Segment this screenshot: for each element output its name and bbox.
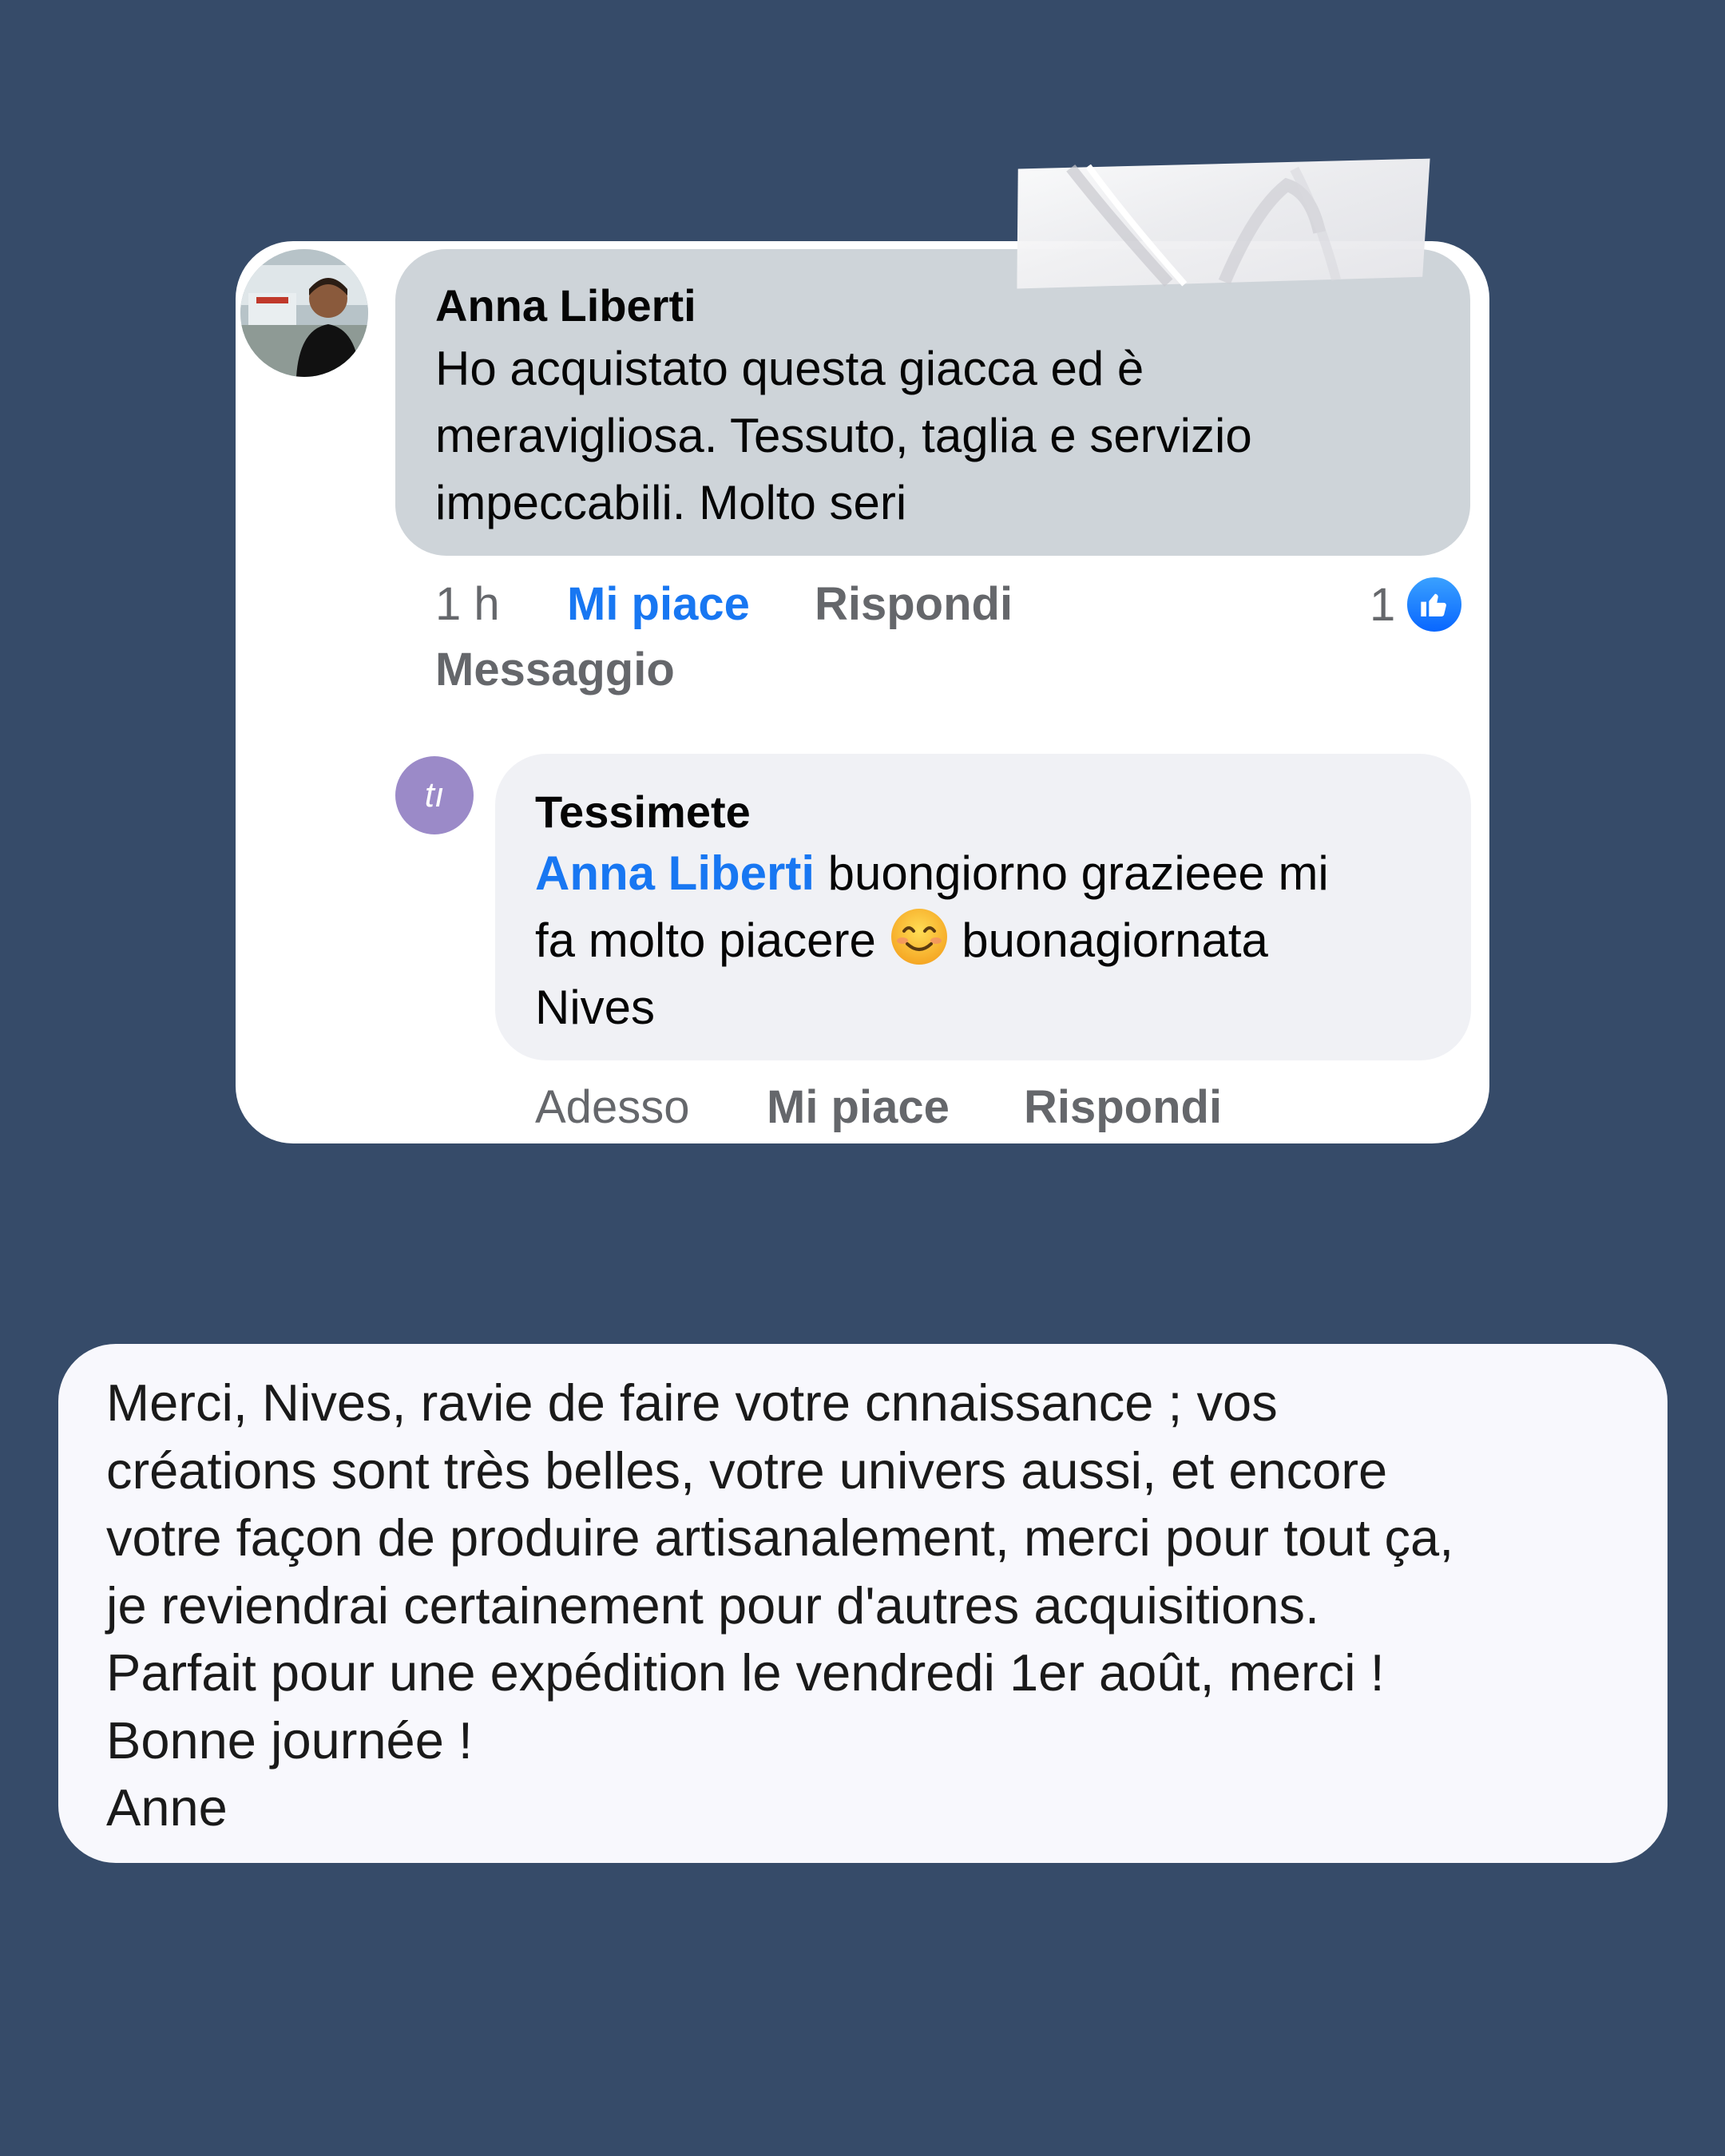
reply-text-part-2: buonagiornata Nives	[535, 914, 1268, 1034]
reply-button[interactable]: Rispondi	[815, 578, 1013, 630]
reaction-count: 1	[1370, 578, 1396, 631]
comment-screenshot-card	[236, 241, 1489, 1143]
author-avatar[interactable]	[240, 249, 368, 377]
reaction-summary[interactable]	[1370, 577, 1464, 632]
reply-like-button[interactable]: Mi piace	[767, 1081, 950, 1133]
smiling-face-icon	[890, 907, 949, 966]
thumbs-up-icon	[1405, 575, 1464, 634]
main-comment-bubble	[395, 249, 1470, 556]
decorative-tape	[1015, 158, 1436, 290]
reply-text-part-1: buongiorno grazieee mi fa molto piacere	[535, 846, 1329, 967]
comment-text: Ho acquistato questa giacca ed è meravigliosa. Tessuto, taglia e servizio impeccabili. Molto seri	[435, 342, 1252, 529]
note-card	[58, 1344, 1668, 1863]
note-text: Merci, Nives, ravie de faire votre cnnaissance ; vos créations sont très belles, votre univers aussi, et encore votre façon de produire artisanalement, merci pour tout ça, je reviendrai certainement pour d'autres acquisitions. Parfait pour une expédition le vendredi 1er août, merci ! Bonne journée ! Anne	[106, 1373, 1454, 1837]
comment-timestamp[interactable]: 1 h	[435, 578, 500, 630]
message-button[interactable]: Messaggio	[435, 644, 675, 696]
reply-text	[535, 840, 1445, 1041]
like-button[interactable]: Mi piace	[567, 578, 750, 630]
reply-reply-button[interactable]: Rispondi	[1024, 1081, 1223, 1133]
reply-actions	[535, 1080, 1334, 1135]
comment-author-name[interactable]: Anna Liberti	[435, 280, 696, 331]
reply-author-name[interactable]: Tessimete	[535, 787, 751, 837]
main-comment-actions	[435, 577, 1473, 632]
mention-link[interactable]: Anna Liberti	[535, 846, 815, 900]
reply-bubble	[495, 754, 1471, 1060]
reply-author-avatar[interactable]: tı	[395, 756, 474, 834]
reply-timestamp[interactable]: Adesso	[535, 1081, 690, 1133]
